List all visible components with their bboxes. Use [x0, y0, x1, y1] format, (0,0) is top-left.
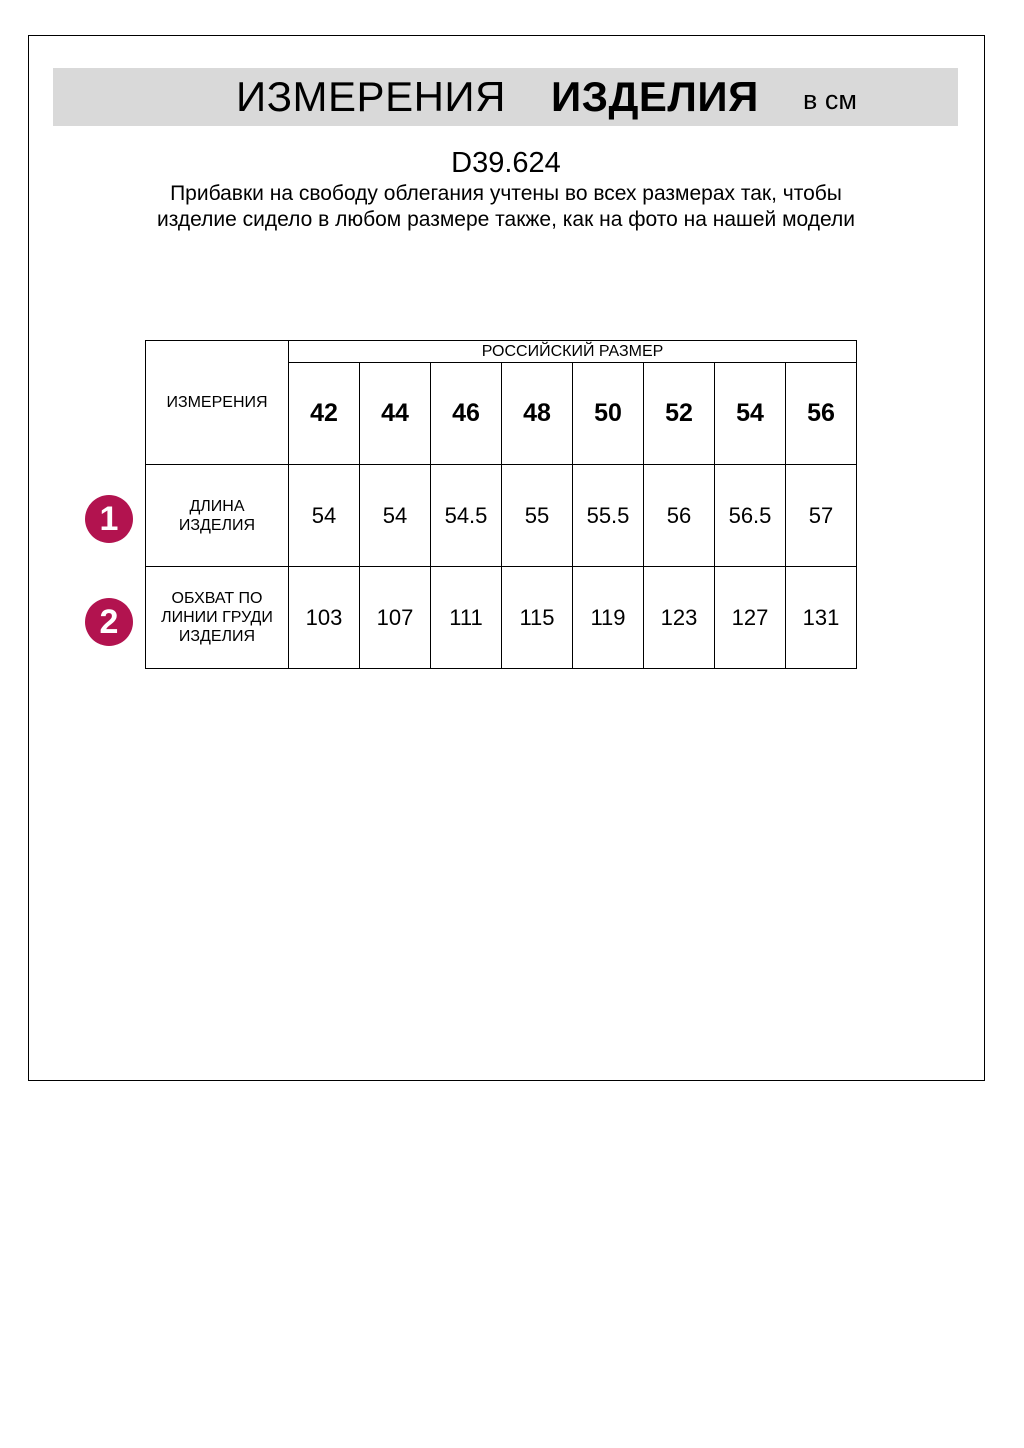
table-cell: 127 [715, 567, 786, 669]
size-50: 50 [573, 363, 644, 465]
row-label-chest [146, 567, 289, 669]
table-row [146, 567, 857, 669]
table-cell: 54.5 [431, 465, 502, 567]
size-44: 44 [360, 363, 431, 465]
page-title-bold: ИЗДЕЛИЯ [551, 73, 759, 120]
model-code: D39.624 [451, 147, 561, 179]
size-48: 48 [502, 363, 573, 465]
row-badge-2: 2 [85, 598, 133, 646]
row-label-text: ДЛИНА ИЗДЕЛИЯ [178, 497, 256, 534]
table-cell: 55.5 [573, 465, 644, 567]
table-header-row [146, 341, 857, 363]
table-cell: 56.5 [715, 465, 786, 567]
row-badge-1: 1 [85, 495, 133, 543]
table-cell: 55 [502, 465, 573, 567]
size-46: 46 [431, 363, 502, 465]
table-cell: 103 [289, 567, 360, 669]
table-cell: 115 [502, 567, 573, 669]
table-cell: 56 [644, 465, 715, 567]
size-54: 54 [715, 363, 786, 465]
fit-note: Прибавки на свободу облегания учтены во всех размерах так, чтобы изделие сидело в любом размере также, как на фото на нашей модели [157, 182, 855, 231]
measurements-header: ИЗМЕРЕНИЯ [146, 341, 289, 465]
size-56: 56 [786, 363, 857, 465]
table-cell: 107 [360, 567, 431, 669]
table-cell: 123 [644, 567, 715, 669]
size-52: 52 [644, 363, 715, 465]
row-label-length [146, 465, 289, 567]
page-title-regular: ИЗМЕРЕНИЯ [236, 73, 506, 120]
table-cell: 54 [360, 465, 431, 567]
unit-label: в см [803, 85, 857, 115]
size-42: 42 [289, 363, 360, 465]
table-row [146, 465, 857, 567]
table-cell: 119 [573, 567, 644, 669]
row-label-text: ОБХВАТ ПО ЛИНИИ ГРУДИ ИЗДЕЛИЯ [161, 590, 273, 645]
table-cell: 111 [431, 567, 502, 669]
table-cell: 54 [289, 465, 360, 567]
size-table [145, 340, 857, 669]
table-cell: 57 [786, 465, 857, 567]
table-cell: 131 [786, 567, 857, 669]
size-group-header: РОССИЙСКИЙ РАЗМЕР [289, 341, 857, 363]
